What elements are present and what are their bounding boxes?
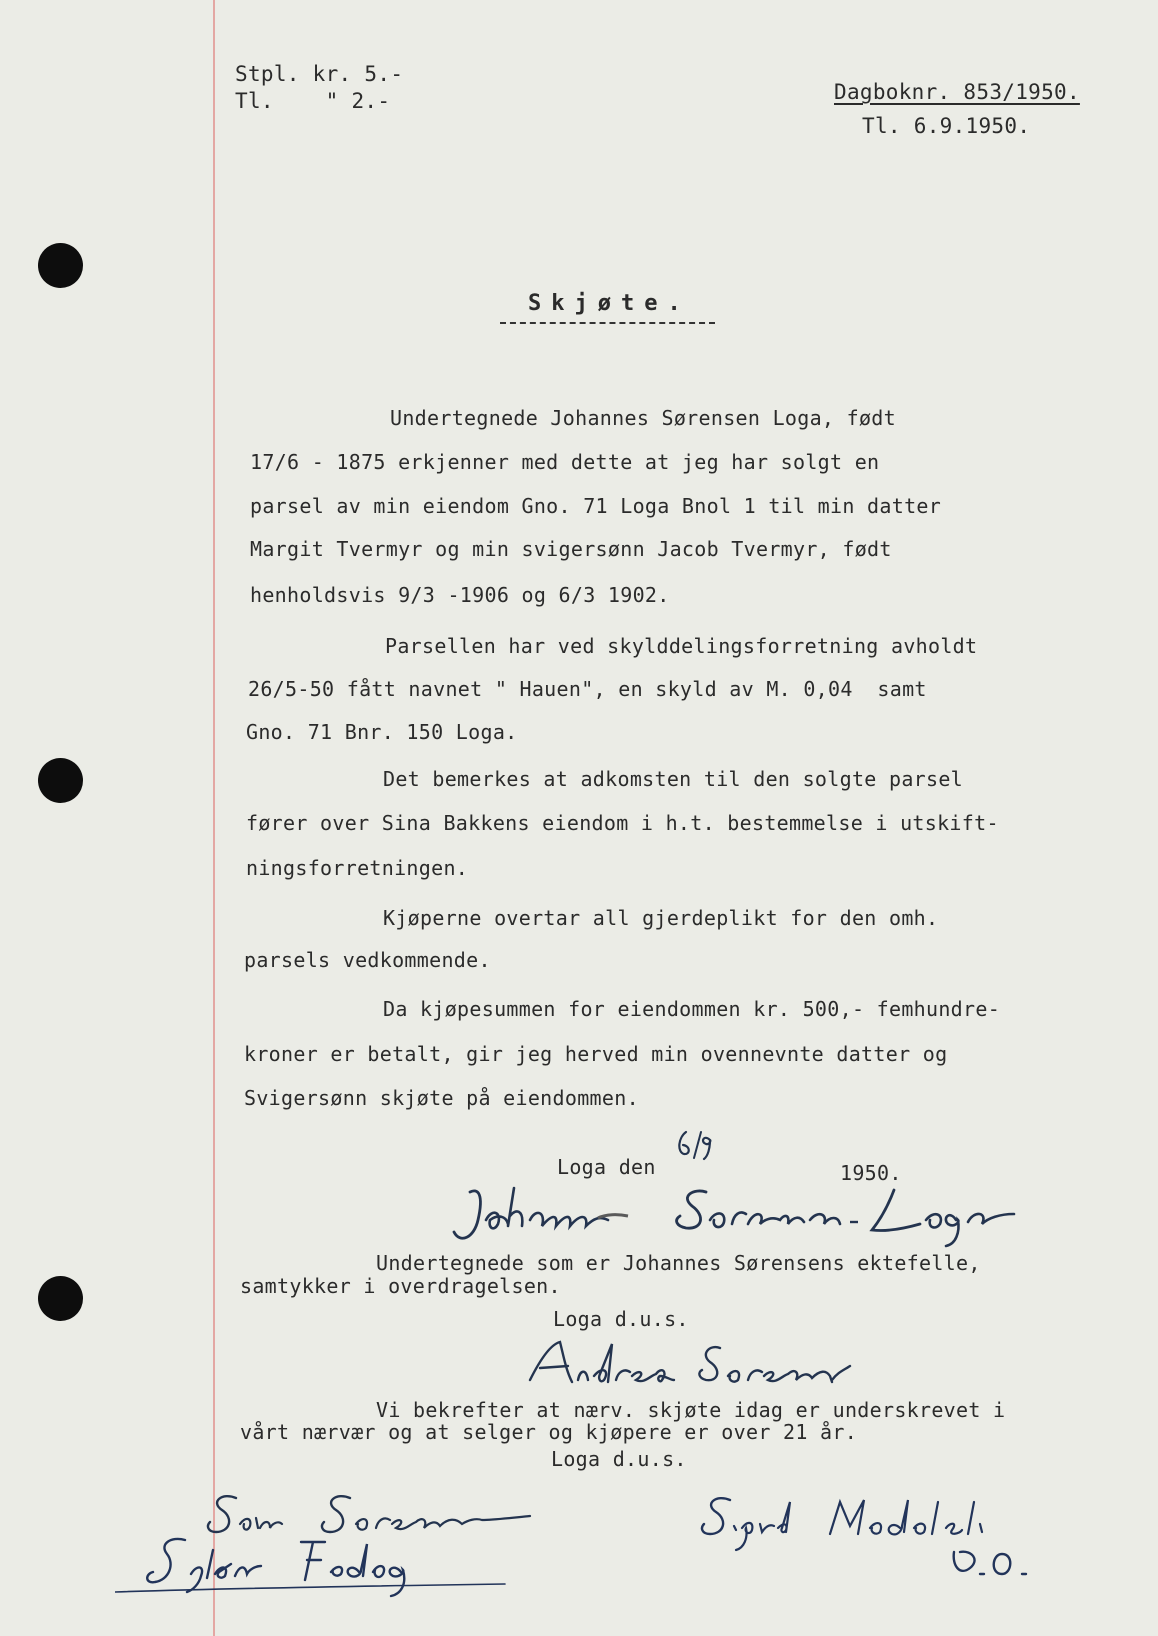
witness-statement-line: vårt nærvær og at selger og kjøpere er over 21 år. [240,1420,858,1444]
body-line: Kjøperne overtar all gjerdeplikt for den omh. [383,906,939,930]
body-line: Parsellen har ved skylddelingsforretning avholdt [385,634,978,658]
journal-number: Dagboknr. 853/1950. [834,80,1080,104]
punch-hole [38,1276,83,1321]
seller-signature [448,1180,1088,1250]
body-line: Det bemerkes at adkomsten til den solgte parsel [383,767,964,791]
consent-line: Undertegnede som er Johannes Sørensens ektefelle, [376,1251,981,1275]
witness-place: Loga d.u.s. [551,1447,687,1471]
body-line: 17/6 - 1875 erkjenner med dette at jeg har solgt en [250,450,880,474]
place-date-prefix: Loga den [557,1155,656,1179]
title-underline [500,322,715,324]
margin-rule [213,0,215,1636]
document-title: Skjøte. [528,291,691,316]
body-line: Undertegnede Johannes Sørensen Loga, født [390,406,896,430]
body-line: Gno. 71 Bnr. 150 Loga. [246,720,518,744]
punch-hole [38,758,83,803]
body-line: Svigersønn skjøte på eiendommen. [244,1086,639,1110]
registration-fee: Tl. " 2.- [235,89,391,113]
body-line: 26/5-50 fått navnet " Hauen", en skyld av M. 0,04 samt [248,677,927,701]
spouse-signature [520,1336,860,1396]
punch-hole [38,243,83,288]
registration-date: Tl. 6.9.1950. [862,114,1031,138]
consent-line: samtykker i overdragelsen. [240,1274,561,1298]
handwritten-date [674,1128,716,1162]
body-line: fører over Sina Bakkens eiendom i h.t. bestemmelse i utskift- [246,811,999,835]
body-line: kroner er betalt, gir jeg herved min ovennevnte datter og [244,1042,948,1066]
body-line: Da kjøpesummen for eiendommen kr. 500,- femhundre- [383,997,1001,1021]
witness-statement-line: Vi bekrefter at nærv. skjøte idag er underskrevet i [376,1398,1006,1422]
body-line: Margit Tvermyr og min svigersønn Jacob Tvermyr, født [250,537,892,561]
witness-signature-bjorn [115,1530,525,1600]
body-line: henholdsvis 9/3 -1906 og 6/3 1902. [250,583,670,607]
consent-place: Loga d.u.s. [553,1307,689,1331]
witness-signature-sigurd [690,1490,1090,1590]
body-line: parsels vedkommende. [244,948,491,972]
body-line: parsel av min eiendom Gno. 71 Loga Bnol 1 til min datter [250,494,942,518]
place-date-year: 1950. [840,1161,902,1185]
stamp-fee: Stpl. kr. 5.- [235,62,404,86]
body-line: ningsforretningen. [246,856,469,880]
